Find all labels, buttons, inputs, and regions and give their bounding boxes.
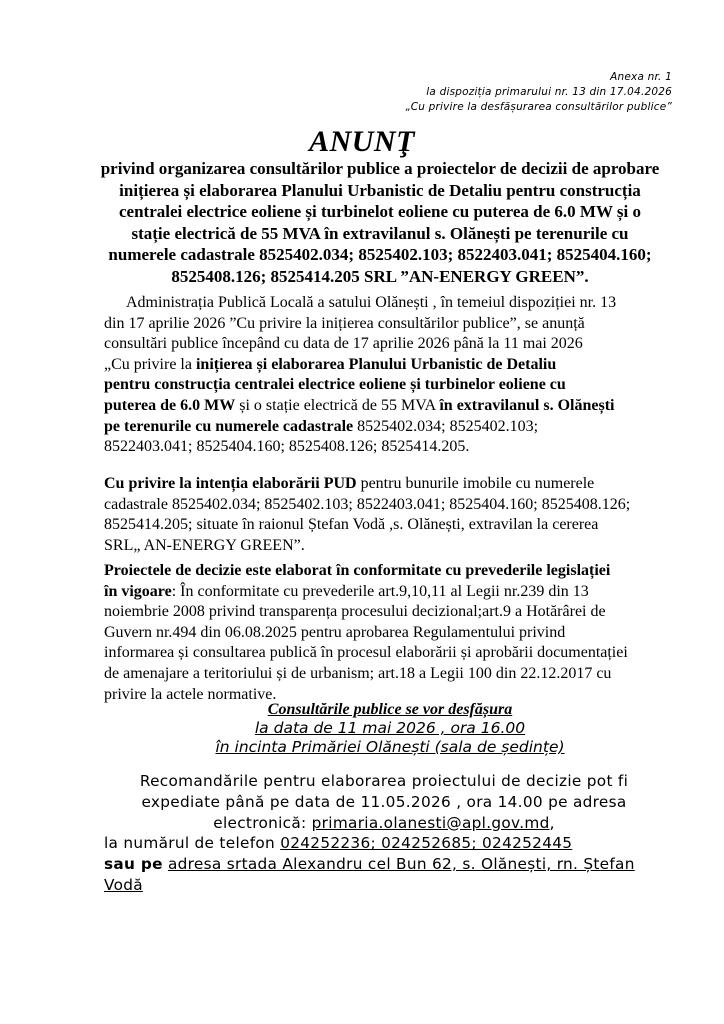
text-line: informarea și consultarea publică în procesul elaborării și aprobării documentației	[104, 644, 628, 662]
text-line: Guvern nr.494 din 06.08.2025 pentru aprobarea Regulamentului privind	[104, 623, 566, 641]
postal-address: adresa srtada Alexandru cel Bun 62, s. Olănești, rn. Ștefan	[167, 855, 635, 874]
text-span: 8525402.034; 8525402.103;	[353, 417, 539, 435]
text-line: Recomandările pentru elaborarea proiectului de decizie pot fi	[139, 772, 629, 790]
subtitle-line: 8525408.126; 8525414.205 SRL ”AN-ENERGY GREEN”.	[171, 266, 589, 286]
text-span: și o stație electrică de 55 MVA	[235, 396, 440, 414]
annex-number: Anexa nr. 1	[610, 71, 672, 83]
subtitle-line: privind organizarea consultărilor publice a proiectelor de decizii de aprobare	[100, 159, 660, 178]
bold-text: pe terenurile cu numerele cadastrale	[104, 417, 354, 435]
consultation-heading: Consultările publice se vor desfășura	[267, 701, 513, 718]
text-line: de amenajare a teritoriului și de urbanism; art.18 a Legii 100 din 22.12.2017 cu	[104, 664, 612, 682]
bold-text: sau pe	[104, 855, 163, 874]
text-line	[104, 355, 676, 376]
email-link[interactable]: primaria.olanesti@apl.gov.md	[311, 813, 550, 832]
bold-text: inițierea și elaborarea Planului Urbanistic de Detaliu	[195, 355, 557, 373]
paragraph-legislation	[104, 561, 676, 705]
text-line: Administrația Publică Locală a satului Olănești , în temeiul dispoziției nr. 13	[126, 294, 617, 311]
text-line: noiembrie 2008 privind transparența procesului decizional;art.9 a Hotărârei de	[104, 603, 606, 621]
text-line	[104, 854, 664, 875]
text-line	[104, 582, 676, 603]
text-line	[104, 875, 664, 896]
text-line: expediate până pe data de 11.05.2026 , ora 14.00 pe adresa	[141, 792, 627, 811]
consultation-place: în incinta Primăriei Olănești (sala de ședințe)	[215, 738, 565, 756]
text-span: : În conformitate cu prevederile art.9,10,11 al Legii nr.239 din 13	[171, 582, 589, 600]
text-line: 8522403.041; 8525404.160; 8525408.126; 8525414.205.	[104, 438, 470, 456]
text-line: consultări publice începând cu data de 17 aprilie 2026 până la 11 mai 2026	[104, 335, 583, 353]
text-line: din 17 aprilie 2026 ”Cu privire la inițierea consultărilor publice”, se anunță	[104, 314, 585, 332]
bold-text: puterea de 6.0 MW	[104, 396, 236, 414]
text-line	[104, 813, 664, 834]
subtitle-line: centralei electrice eoliene și turbinelot eoliene cu puterea de 6.0 MW și o	[119, 202, 641, 221]
consultation-block	[0, 701, 724, 757]
text-span: ,	[549, 813, 555, 832]
text-line	[104, 417, 676, 438]
bold-text-line: Proiectele de decizie este elaborat în conformitate cu prevederile legislației	[104, 562, 611, 579]
bold-text: în extravilanul s. Olănești	[439, 396, 615, 414]
announcement-subtitle	[84, 158, 676, 287]
phone-numbers: 024252236; 024252685; 024252445	[280, 834, 573, 853]
bold-text: Cu privire la intenția elaborării PUD	[104, 475, 357, 492]
page-title: ANUNŢ	[309, 125, 415, 158]
bold-text-line: pentru construcția centralei electrice eoliene și turbinelor eoliene cu	[104, 376, 566, 394]
annex-disposition: la dispoziția primarului nr. 13 din 17.04.2026	[426, 86, 672, 98]
postal-address: Vodă	[104, 875, 143, 894]
text-line: cadastrale 8525402.034; 8525402.103; 8522403.041; 8525404.160; 8525408.126;	[104, 495, 631, 513]
subtitle-line: stație electrică de 55 MVA în extravilanul s. Olănești pe terenurile cu	[131, 223, 629, 243]
text-span: la numărul de telefon	[104, 834, 281, 853]
recommendations-block	[104, 771, 664, 896]
annex-subject: „Cu privire la desfășurarea consultărilor publice”	[405, 101, 672, 113]
paragraph-announcement	[104, 293, 676, 458]
bold-text: în vigoare	[104, 582, 172, 600]
text-line	[104, 474, 676, 495]
text-line: privire la actele normative.	[104, 685, 277, 703]
annex-header	[405, 70, 672, 115]
text-line: SRL„ AN-ENERGY GREEN”.	[104, 536, 305, 554]
subtitle-line: numerele cadastrale 8525402.034; 8525402.103; 8522403.041; 8525404.160;	[108, 245, 652, 264]
text-line: 8525414.205; situate în raionul Ștefan Vodă ,s. Olănești, extravilan la cererea	[104, 516, 599, 534]
text-line	[104, 396, 676, 417]
text-line	[104, 833, 664, 854]
text-span: pentru bunurile imobile cu numerele	[356, 475, 595, 492]
text-span: electronică:	[213, 813, 312, 832]
consultation-date: la data de 11 mai 2026 , ora 16.00	[254, 719, 526, 737]
subtitle-line: inițierea și elaborarea Planului Urbanistic de Detaliu pentru construcția	[119, 180, 641, 200]
text-span: „Cu privire la	[104, 355, 196, 373]
paragraph-pud-intent	[104, 474, 676, 556]
